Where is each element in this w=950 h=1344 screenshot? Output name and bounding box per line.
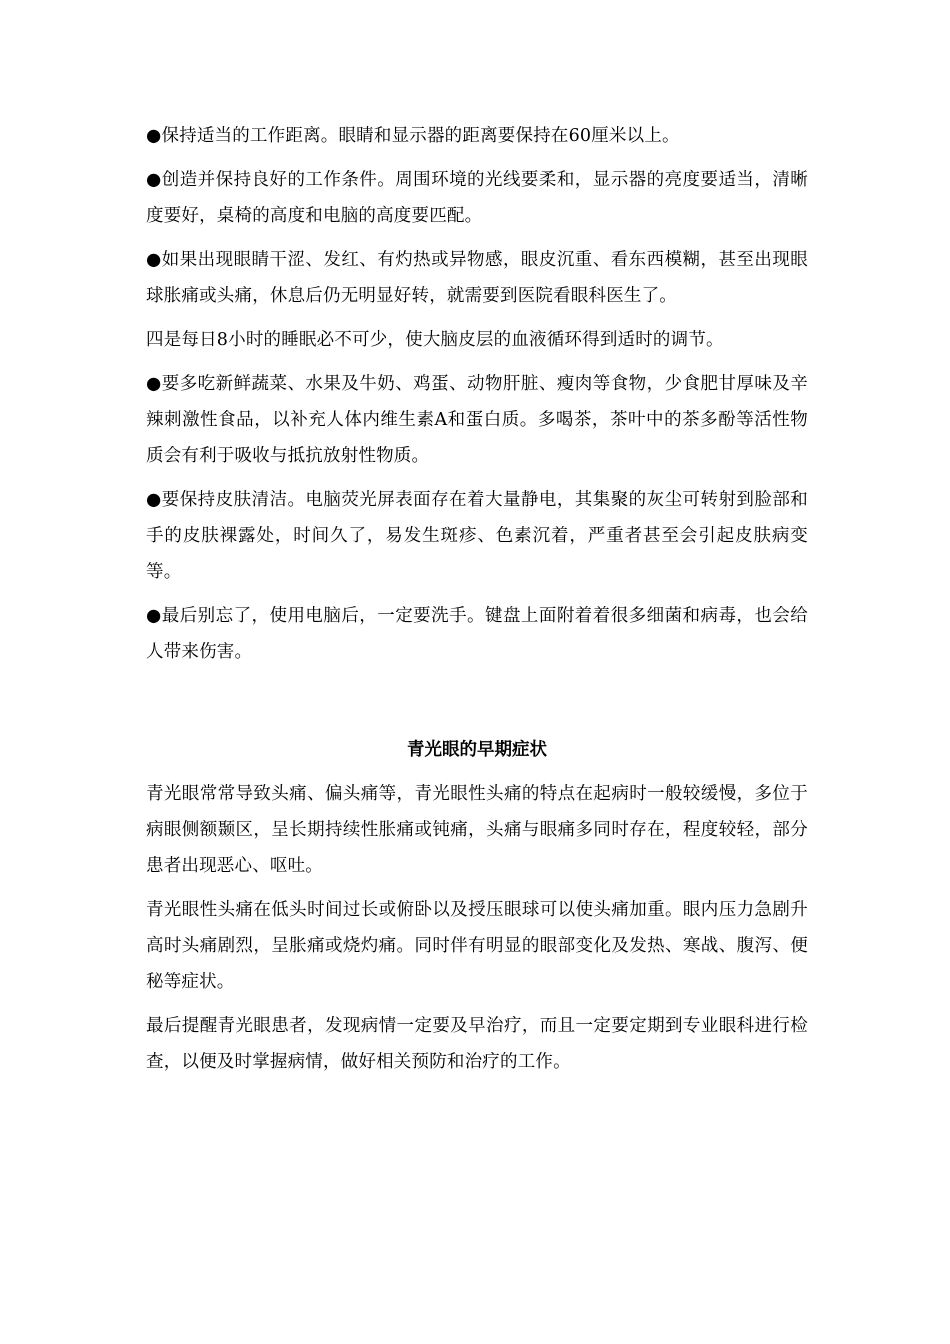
paragraph-eye-symptoms: ●如果出现眼睛干涩、发红、有灼热或异物感，眼皮沉重、看东西模糊，甚至出现眼球胀痛或头痛，休息后仍无明显好转，就需要到医院看眼科医生了。 [146, 250, 808, 306]
section-title: 青光眼的早期症状 [407, 740, 547, 760]
paragraph-working-distance: ●保持适当的工作距离。眼睛和显示器的距离要保持在60厘米以上。 [146, 126, 680, 146]
paragraph-diet: ●要多吃新鲜蔬菜、水果及牛奶、鸡蛋、动物肝脏、瘦肉等食物，少食肥甘厚味及辛辣刺激性食品，以补充人体内维生素A和蛋白质。多喝茶，茶叶中的茶多酚等活性物质会有利于吸收与抵抗放射性物质。 [146, 374, 808, 466]
paragraph-sleep: 四是每日8小时的睡眠必不可少，使大脑皮层的血液循环得到适时的调节。 [146, 330, 724, 350]
paragraph-working-conditions: ●创造并保持良好的工作条件。周围环境的光线要柔和，显示器的亮度要适当，清晰度要好，桌椅的高度和电脑的高度要匹配。 [146, 170, 808, 226]
paragraph-wash-hands: ●最后别忘了，使用电脑后，一定要洗手。键盘上面附着着很多细菌和病毒，也会给人带来伤害。 [146, 606, 808, 662]
paragraph-glaucoma-pressure: 青光眼性头痛在低头时间过长或俯卧以及授压眼球可以使头痛加重。眼内压力急剧升高时头痛剧烈，呈胀痛或烧灼痛。同时伴有明显的眼部变化及发热、寒战、腹泻、便秘等症状。 [146, 900, 808, 992]
paragraph-glaucoma-headache: 青光眼常常导致头痛、偏头痛等，青光眼性头痛的特点在起病时一般较缓慢，多位于病眼侧额颞区，呈长期持续性胀痛或钝痛，头痛与眼痛多同时存在，程度较轻，部分患者出现恶心、呕吐。 [146, 784, 808, 876]
document-body [146, 118, 808, 1088]
paragraph-skin-care: ●要保持皮肤清洁。电脑荧光屏表面存在着大量静电，其集聚的灰尘可转射到脸部和手的皮肤裸露处，时间久了，易发生斑疹、色素沉着，严重者甚至会引起皮肤病变等。 [146, 490, 808, 582]
paragraph-glaucoma-advice: 最后提醒青光眼患者，发现病情一定要及早治疗，而且一定要定期到专业眼科进行检查，以便及时掌握病情，做好相关预防和治疗的工作。 [146, 1016, 808, 1072]
